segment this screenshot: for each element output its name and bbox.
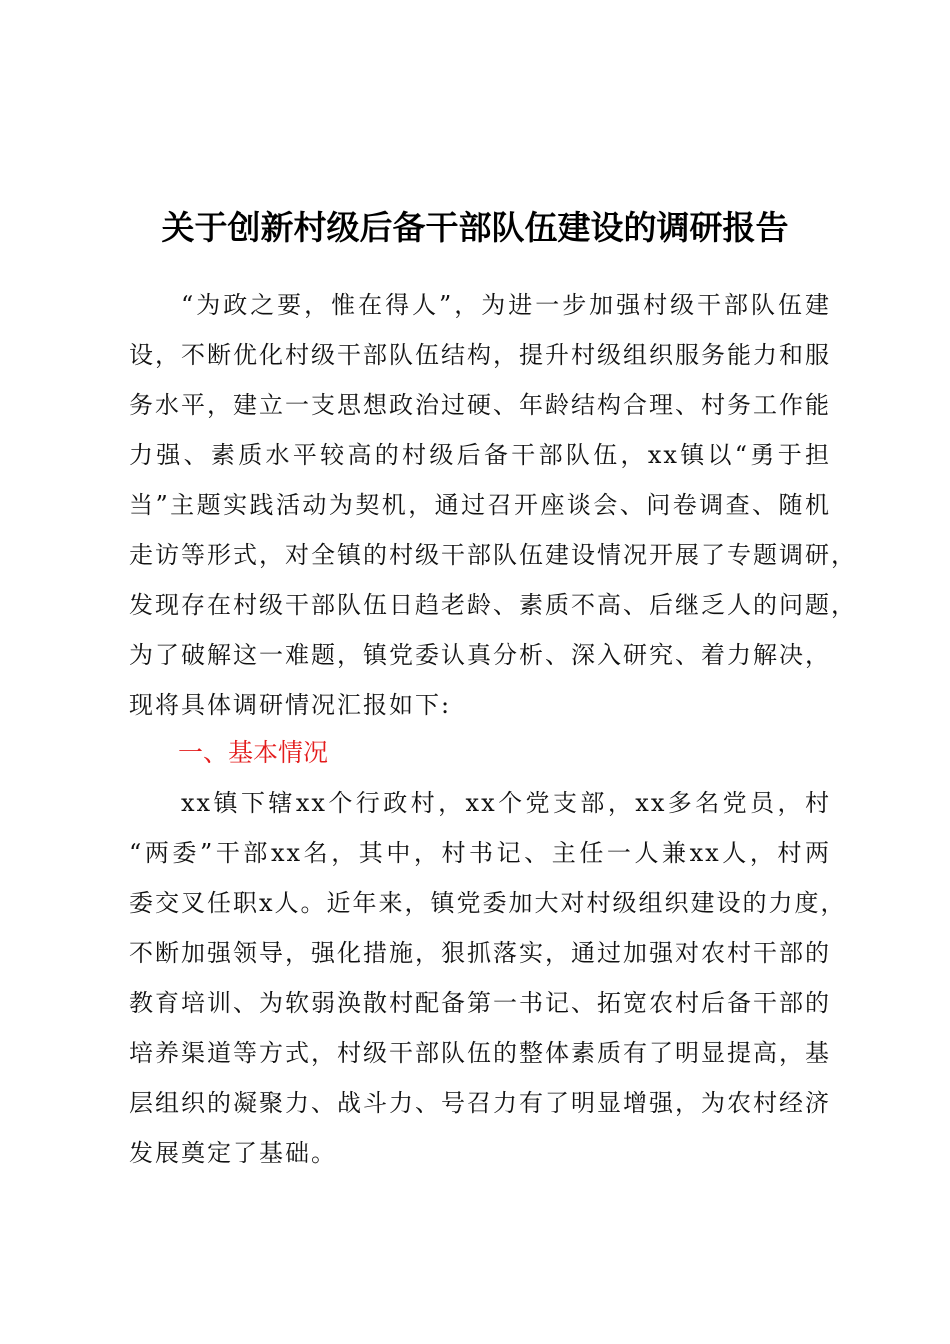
text-line: 为了破解这一难题，镇党委认真分析、深入研究、着力解决，: [129, 641, 831, 669]
text-line: 当”主题实践活动为契机，通过召开座谈会、问卷调查、随机: [129, 491, 831, 519]
text-line: 发展奠定了基础。: [129, 1139, 337, 1167]
text-line: 走访等形式，对全镇的村级干部队伍建设情况开展了专题调研，: [129, 541, 857, 569]
text-line: “为政之要，惟在得人”，为进一步加强村级干部队伍建: [181, 291, 831, 319]
section-heading-basic-situation: 一、基本情况: [178, 738, 329, 767]
text-line: 培养渠道等方式，村级干部队伍的整体素质有了明显提高，基: [129, 1039, 831, 1067]
text-line: 委交叉任职x人。近年来，镇党委加大对村级组织建设的力度，: [129, 889, 847, 917]
text-line: 设，不断优化村级干部队伍结构，提升村级组织服务能力和服: [129, 341, 831, 369]
paragraph-intro: [129, 280, 857, 730]
text-line: 不断加强领导，强化措施，狠抓落实，通过加强对农村干部的: [129, 939, 831, 967]
text-line: 发现存在村级干部队伍日趋老龄、素质不高、后继乏人的问题，: [129, 591, 857, 619]
text-line: xx镇下辖xx个行政村，xx个党支部，xx多名党员，村: [181, 789, 831, 817]
text-line: “两委”干部xx名，其中，村书记、主任一人兼xx人，村两: [129, 839, 831, 867]
text-line: 务水平，建立一支思想政治过硬、年龄结构合理、村务工作能: [129, 391, 831, 419]
text-line: 力强、素质水平较高的村级后备干部队伍，xx镇以“勇于担: [129, 441, 831, 469]
text-line: 层组织的凝聚力、战斗力、号召力有了明显增强，为农村经济: [129, 1089, 831, 1117]
paragraph-basic-situation: [129, 778, 847, 1178]
document-title: 关于创新村级后备干部队伍建设的调研报告: [161, 208, 789, 247]
text-line: 现将具体调研情况汇报如下:: [129, 691, 452, 719]
text-line: 教育培训、为软弱涣散村配备第一书记、拓宽农村后备干部的: [129, 989, 831, 1017]
